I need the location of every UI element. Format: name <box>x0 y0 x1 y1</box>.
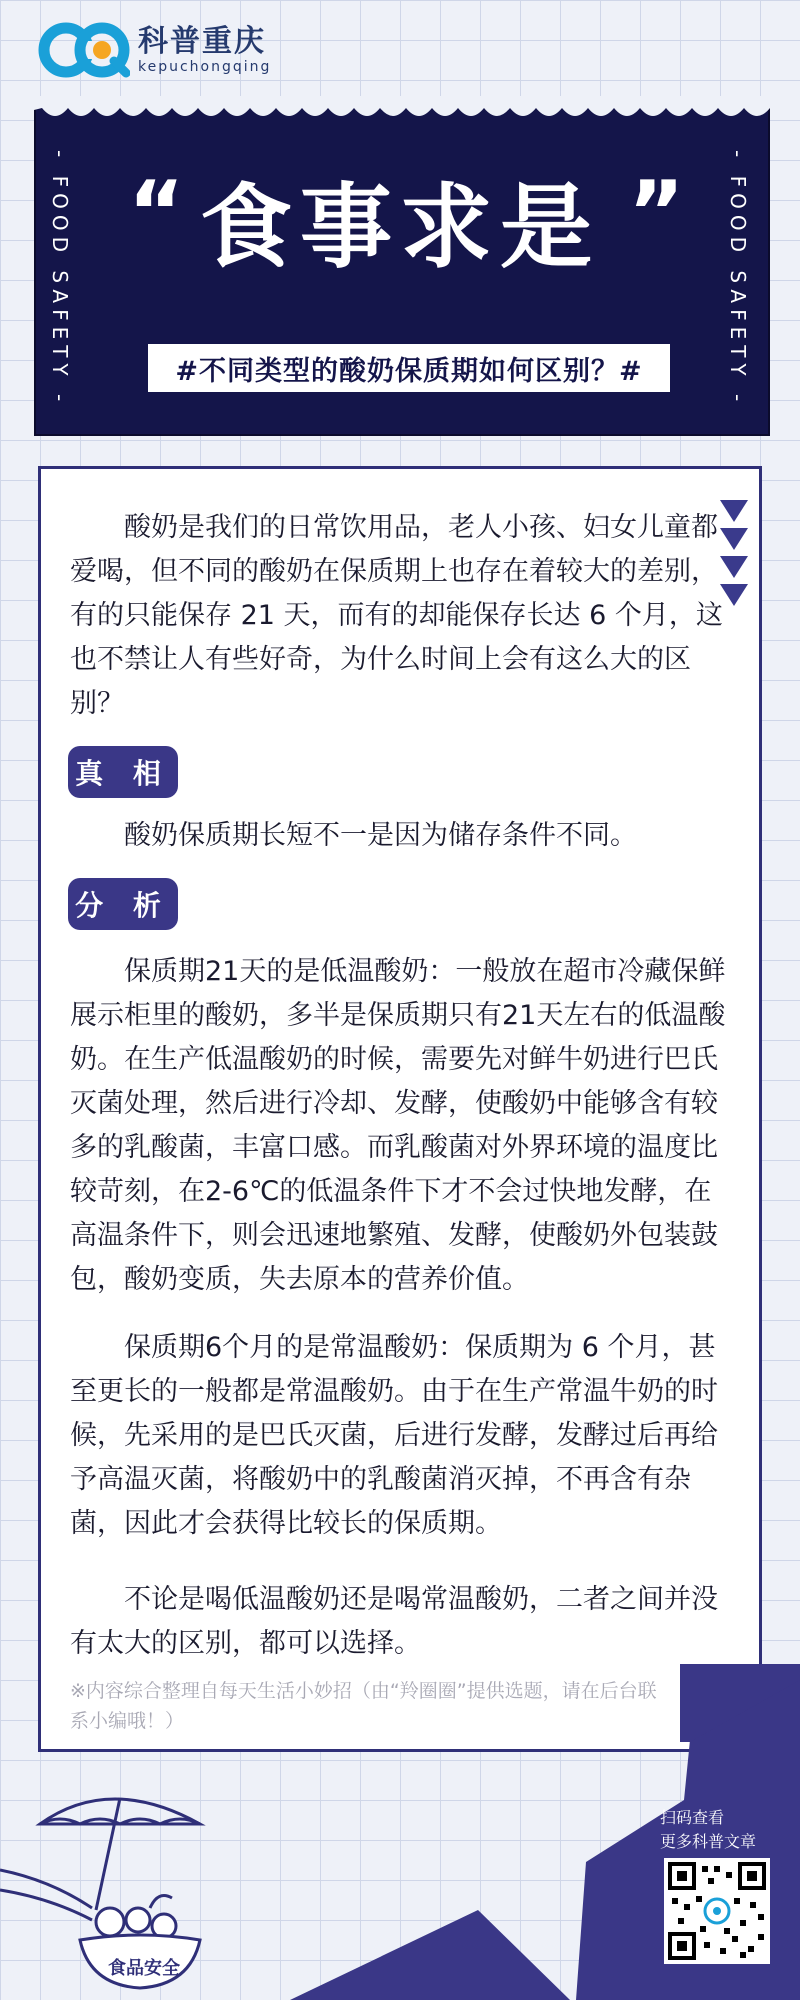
truth-tag: 真 相 <box>68 746 178 798</box>
food-safety-badge: 食品安全 <box>108 1958 180 1979</box>
page-title: 食事求是 <box>199 174 600 281</box>
side-label-left: - FOOD SAFETY - <box>48 150 72 408</box>
quote-open: “ <box>128 163 185 263</box>
analysis-tag: 分 析 <box>68 878 178 930</box>
qr-caption-line-2: 更多科普文章 <box>660 1832 757 1851</box>
brand-name: 科普重庆 <box>138 24 266 59</box>
qr-caption-line-1: 扫码查看 <box>660 1808 725 1827</box>
side-label-right: - FOOD SAFETY - <box>726 150 750 408</box>
analysis-paragraph-2: 保质期6个月的是常温酸奶：保质期为 6 个月，甚至更长的一般都是常温酸奶。由于在生产常温牛奶的时候，先采用的是巴氏灭菌，后进行发酵，发酵过后再给予高温灭菌，将酸奶中的乳酸菌消灭掉，不再含有杂菌，因此才会获得比较长的保质期。 <box>70 1332 718 1539</box>
analysis-paragraph-1: 保质期21天的是低温酸奶：一般放在超市冷藏保鲜展示柜里的酸奶，多半是保质期只有21天左右的低温酸奶。在生产低温酸奶的时候，需要先对鲜牛奶进行巴氏灭菌处理，然后进行冷却、发酵，使酸奶中能够含有较多的乳酸菌，丰富口感。而乳酸菌对外界环境的温度比较苛刻，在2-6℃的低温条件下才不会过快地发酵，在高温条件下，则会迅速地繁殖、发酵，使酸奶外包装鼓包，酸奶变质，失去原本的营养价值。 <box>70 956 726 1295</box>
truth-paragraph: 酸奶保质期长短不一是因为储存条件不同。 <box>124 820 637 851</box>
quote-close: ” <box>628 163 685 263</box>
brand-subtitle: kepuchongqing <box>138 59 272 75</box>
qr-code[interactable] <box>664 1858 770 1964</box>
qr-caption <box>660 1806 756 1854</box>
intro-paragraph: 酸奶是我们的日常饮用品，老人小孩、妇女儿童都爱喝，但不同的酸奶在保质期上也存在着较大的差别，有的只能保存 21 天，而有的却能保存长达 6 个月，这也不禁让人有些好奇，为什么时间上会有这么大的区别？ <box>70 512 723 719</box>
analysis-paragraph-3: 不论是喝低温酸奶还是喝常温酸奶，二者之间并没有太大的区别，都可以选择。 <box>70 1584 718 1659</box>
source-note: ※内容综合整理自每天生活小妙招（由“羚圈圈”提供选题，请在后台联系小编哦！） <box>70 1680 657 1732</box>
page-subtitle: #不同类型的酸奶保质期如何区别？# <box>175 355 643 387</box>
